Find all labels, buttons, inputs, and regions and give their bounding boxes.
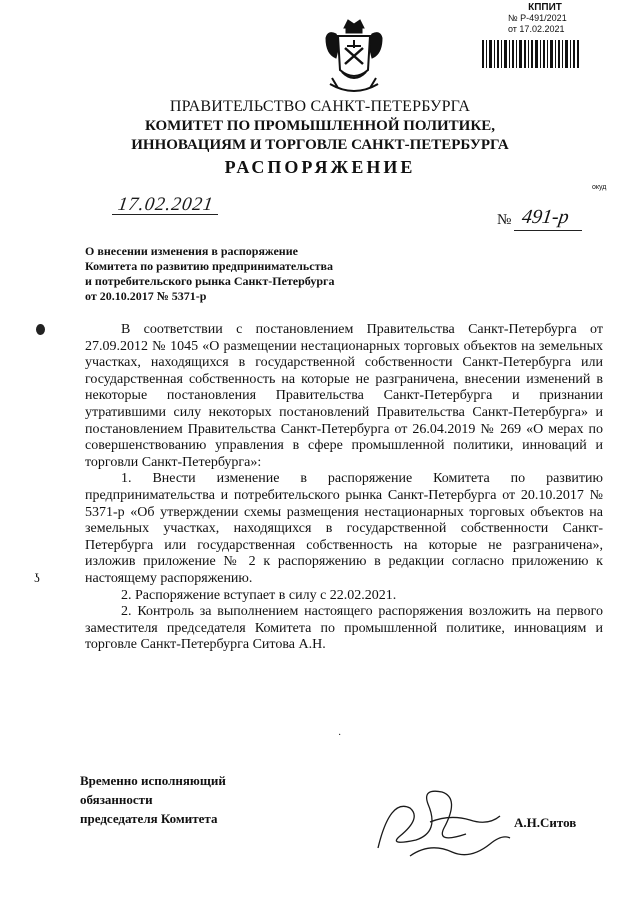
stamp-date: от 17.02.2021 (508, 24, 565, 34)
committee-title-line1: КОМИТЕТ ПО ПРОМЫШЛЕННОЙ ПОЛИТИКЕ, (145, 118, 495, 134)
signatory-position (80, 771, 280, 828)
coat-of-arms-icon (318, 18, 390, 94)
subject-line: от 20.10.2017 № 5371-р (85, 289, 207, 303)
document-body (85, 322, 603, 654)
stamp-number: № Р-491/2021 (508, 13, 567, 23)
subject-line: Комитета по развитию предпринимательства (85, 259, 333, 273)
document-date: 17.02.2021 (116, 194, 216, 215)
signatory-name: А.Н.Ситов (514, 815, 577, 830)
document-type: РАСПОРЯЖЕНИЕ (224, 157, 416, 177)
subject-line: О внесении изменения в распоряжение (85, 244, 298, 258)
position-line: обязанности (80, 792, 153, 807)
item-1-paragraph: 1. Внести изменение в распоряжение Комитета по развитию предпринимательства и потребительского рынка Санкт-Петербурга от 20.10.2017 № 5371-р «Об утверждении схемы размещения нестационарных торговых объектов на земельных участках, находящихся в государственной собственности Санкт-Петербурга или государственная собственность на которые не разграничена», изложив приложение № 2 к распоряжению в редакции согласно приложению к настоящему распоряжению. (85, 471, 603, 586)
position-line: председателя Комитета (80, 811, 218, 826)
document-number: 491-р (520, 206, 571, 228)
item-3-paragraph: 2. Контроль за выполнением настоящего распоряжения возложить на первого заместителя председателя Комитета по промышленной политике, инновациям и торговле Санкт-Петербурга Ситова А.Н. (85, 604, 603, 653)
document-subject (85, 244, 385, 304)
scan-speck: · (338, 730, 342, 741)
position-line: Временно исполняющий (80, 773, 226, 788)
preamble-paragraph: В соответствии с постановлением Правительства Санкт-Петербурга от 27.09.2012 № 1045 «О размещении нестационарных торговых объектов на земельных участках, находящихся в государственной собственности Санкт-Петербурга или государственная собственность на которые не разграничена, внесении изменений в некоторые постановления Правительства Санкт-Петербурга и признании утратившими силу некоторых постановлений Правительства Санкт-Петербурга» и постановлением Правительства Санкт-Петербурга от 26.04.2019 № 269 «О мерах по совершенствованию управления в сфере промышленной политики, инноваций и торговли Санкт-Петербурга»: (85, 322, 603, 470)
government-title: ПРАВИТЕЛЬСТВО САНКТ-ПЕТЕРБУРГА (169, 98, 471, 115)
registration-stamp (508, 2, 582, 35)
number-sign: № (497, 212, 512, 228)
subject-line: и потребительского рынка Санкт-Петербурга (85, 274, 335, 288)
committee-title-line2: ИННОВАЦИЯМ И ТОРГОВЛЕ САНКТ-ПЕТЕРБУРГА (131, 137, 509, 153)
margin-mark (36, 324, 45, 335)
barcode (480, 40, 580, 68)
number-underline (514, 230, 582, 231)
margin-mark: ʖ (34, 570, 40, 585)
okud-label: окуд (592, 184, 607, 191)
handwritten-signature (370, 778, 520, 864)
item-2-paragraph: 2. Распоряжение вступает в силу с 22.02.2021. (121, 587, 397, 603)
stamp-org: КППИТ (528, 2, 562, 13)
